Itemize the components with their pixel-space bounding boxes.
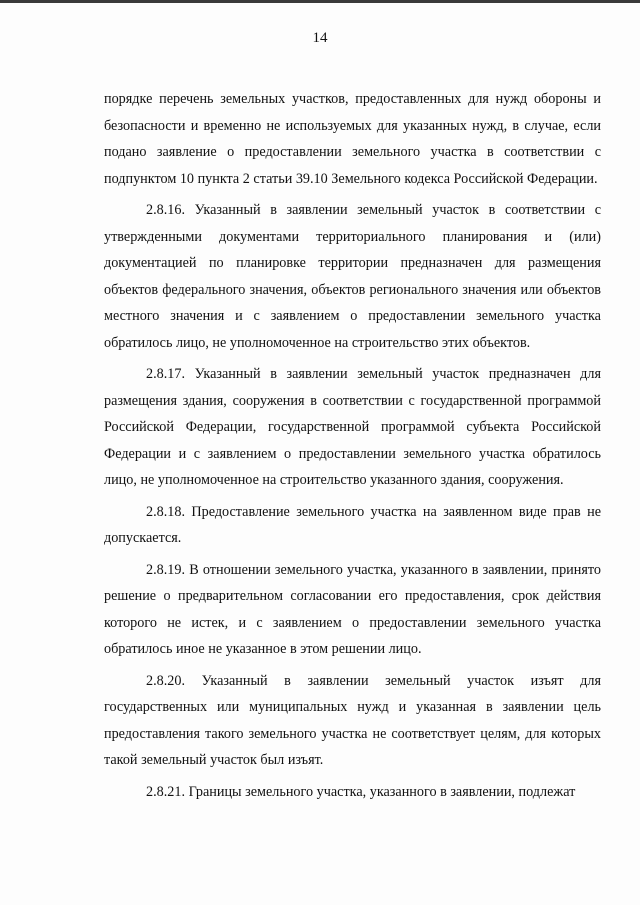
document-body: [104, 86, 601, 810]
paragraph-2-8-21: 2.8.21. Границы земельного участка, указанного в заявлении, подлежат: [146, 783, 576, 800]
paragraph-2-8-18: 2.8.18. Предоставление земельного участка на заявленном виде прав не допускается.: [104, 503, 601, 546]
paragraph-2-8-16: 2.8.16. Указанный в заявлении земельный участок в соответствии с утвержденными документами территориального планирования и (или) документацией по планировке территории предназначен для размещения объектов федерального значения, объектов регионального значения или объектов местного значения и с заявлением о предоставлении земельного участка обратилось лицо, не уполномоченное на строительство этих объектов.: [104, 202, 601, 351]
paragraph-2-8-17: 2.8.17. Указанный в заявлении земельный участок предназначен для размещения здания, сооружения в соответствии с государственной программой Российской Федерации, государственной программой субъекта Российской Федерации и с заявлением о предоставлении земельного участка обратилось лицо, не уполномоченное на строительство указанного здания, сооружения.: [104, 366, 601, 488]
paragraph-continuation: порядке перечень земельных участков, предоставленных для нужд обороны и безопасности и временно не используемых для указанных нужд, в случае, если подано заявление о предоставлении земельного участка в соответствии с подпунктом 10 пункта 2 статьи 39.10 Земельного кодекса Российской Федерации.: [104, 91, 601, 187]
page-top-border: [0, 0, 640, 3]
paragraph-2-8-20: 2.8.20. Указанный в заявлении земельный участок изъят для государственных или муниципальных нужд и указанная в заявлении цель предоставления такого земельного участка не соответствует целям, для которых такой земельный участок был изъят.: [104, 672, 601, 768]
page-number: 14: [312, 30, 328, 46]
paragraph-2-8-19: 2.8.19. В отношении земельного участка, указанного в заявлении, принято решение о предварительном согласовании его предоставления, срок действия которого не истек, и с заявлением о предоставлении земельного участка обратилось иное не указанное в этом решении лицо.: [104, 561, 601, 657]
